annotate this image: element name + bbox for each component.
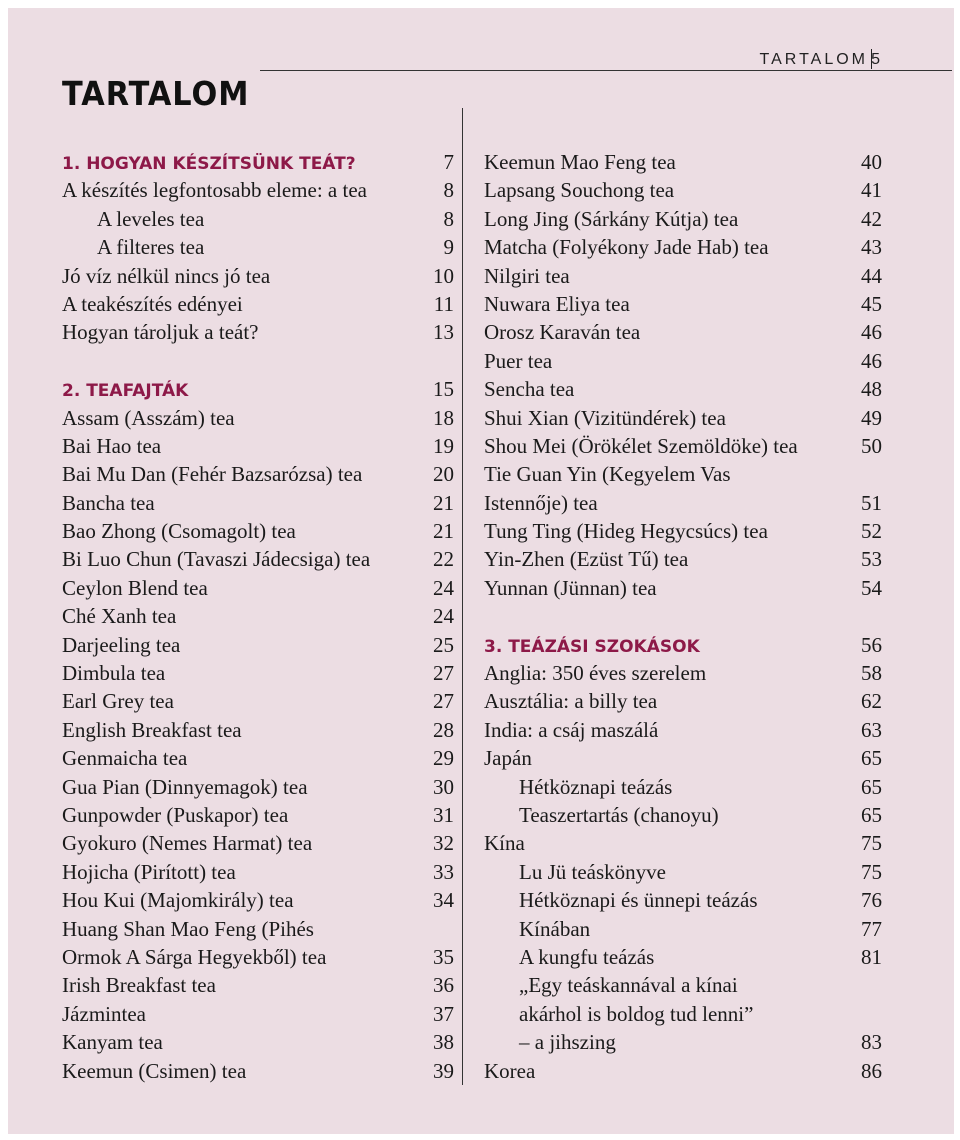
toc-entry-title: Genmaicha tea <box>62 746 188 771</box>
toc-entry <box>484 375 882 403</box>
toc-entry-title: Nuwara Eliya tea <box>484 291 630 316</box>
toc-page <box>8 8 954 1134</box>
toc-entry-title: Ché Xanh tea <box>62 604 177 629</box>
toc-entry-title: Matcha (Folyékony Jade Hab) tea <box>484 235 769 260</box>
toc-entry-title: Sencha tea <box>484 377 575 402</box>
toc-entry <box>484 971 882 999</box>
toc-entry-page: 9 <box>443 235 454 260</box>
toc-entry-title: Teaszertartás (chanoyu) <box>519 802 719 827</box>
toc-entry-page: 38 <box>433 1030 454 1055</box>
toc-entry-title: akárhol is boldog tud lenni” <box>519 1001 754 1026</box>
toc-entry-page: 24 <box>433 604 454 629</box>
toc-entry-page: 75 <box>861 859 882 884</box>
toc-entry <box>484 773 882 801</box>
toc-entry-title: Shou Mei (Örökélet Szemöldöke) tea <box>484 433 798 458</box>
toc-entry-title: Huang Shan Mao Feng (Pihés <box>62 916 314 941</box>
toc-entry <box>484 460 882 488</box>
toc-entry <box>62 943 454 971</box>
toc-entry-title: Irish Breakfast tea <box>62 973 216 998</box>
toc-entry <box>62 517 454 545</box>
toc-entry-title: Ceylon Blend tea <box>62 575 208 600</box>
toc-entry-title: 2. TEAFAJTÁK <box>62 381 189 402</box>
toc-entry-title: A kungfu teázás <box>519 944 655 969</box>
toc-entry <box>62 744 454 772</box>
toc-entry <box>62 205 454 233</box>
toc-entry <box>62 489 454 517</box>
toc-entry <box>62 602 454 630</box>
toc-entry-page: 76 <box>861 888 882 913</box>
toc-entry <box>62 886 454 914</box>
toc-section-heading <box>62 148 454 176</box>
toc-entry-page: 7 <box>443 150 454 174</box>
toc-entry-page: 65 <box>861 802 882 827</box>
toc-entry <box>62 1057 454 1085</box>
toc-entry <box>484 290 882 318</box>
toc-entry-page: 34 <box>433 888 454 913</box>
toc-entry-title: Hétköznapi teázás <box>519 774 673 799</box>
toc-entry <box>484 886 882 914</box>
toc-entry-page: 45 <box>861 291 882 316</box>
toc-entry-page: 51 <box>861 490 882 515</box>
toc-entry-title: Hogyan tároljuk a teát? <box>62 320 259 345</box>
toc-entry-title: Assam (Asszám) tea <box>62 405 235 430</box>
toc-entry-title: Kína <box>484 831 525 856</box>
toc-entry <box>484 318 882 346</box>
toc-entry-title: Bi Luo Chun (Tavaszi Jádecsiga) tea <box>62 547 371 572</box>
toc-entry-title: Ausztália: a billy tea <box>484 689 658 714</box>
toc-entry <box>484 574 882 602</box>
toc-entry <box>484 347 882 375</box>
toc-entry-page: 27 <box>433 661 454 686</box>
toc-entry-title: India: a csáj maszálá <box>484 717 659 742</box>
toc-entry <box>484 829 882 857</box>
toc-entry-title: Puer tea <box>484 348 553 373</box>
toc-entry-page: 21 <box>433 490 454 515</box>
toc-entry-title: A készítés legfontosabb eleme: a tea <box>62 178 367 203</box>
toc-entry-page: 75 <box>861 831 882 856</box>
toc-entry-title: 3. TEÁZÁSI SZOKÁSOK <box>484 636 700 657</box>
header-rule <box>260 70 952 71</box>
toc-entry-title: Bao Zhong (Csomagolt) tea <box>62 519 296 544</box>
toc-entry <box>484 489 882 517</box>
toc-entry-title: Gyokuro (Nemes Harmat) tea <box>62 831 313 856</box>
toc-entry-title: Bai Hao tea <box>62 433 162 458</box>
toc-entry <box>62 1000 454 1028</box>
toc-entry <box>62 318 454 346</box>
toc-entry-page: 48 <box>861 377 882 402</box>
running-head: TARTALOM <box>759 51 868 68</box>
toc-entry <box>484 659 882 687</box>
toc-entry-title: Darjeeling tea <box>62 632 181 657</box>
toc-entry-title: Ormok A Sárga Hegyekből) tea <box>62 944 327 969</box>
toc-entry <box>484 432 882 460</box>
toc-entry <box>62 716 454 744</box>
toc-entry <box>484 517 882 545</box>
toc-entry <box>484 1000 882 1028</box>
toc-entry <box>484 858 882 886</box>
page-title: TARTALOM <box>62 74 250 113</box>
toc-entry-page: 81 <box>861 944 882 969</box>
toc-entry-title: Korea <box>484 1058 536 1083</box>
toc-left-column <box>62 148 454 1085</box>
toc-entry-title: A leveles tea <box>97 206 205 231</box>
toc-entry-title: A teakészítés edényei <box>62 291 243 316</box>
toc-right-column <box>484 148 882 1085</box>
toc-entry-page: 52 <box>861 519 882 544</box>
toc-entry-title: Yunnan (Jünnan) tea <box>484 575 657 600</box>
toc-entry-page: 11 <box>433 291 454 316</box>
toc-entry-title: – a jihszing <box>519 1030 616 1055</box>
toc-entry-page: 39 <box>433 1058 454 1083</box>
toc-entry-page: 32 <box>433 831 454 856</box>
toc-entry-title: Kanyam tea <box>62 1030 163 1055</box>
toc-entry <box>62 971 454 999</box>
toc-entry <box>484 943 882 971</box>
toc-entry <box>62 659 454 687</box>
toc-entry-title: Japán <box>484 746 532 771</box>
toc-entry-page: 50 <box>861 433 882 458</box>
toc-entry-title: A filteres tea <box>97 235 205 260</box>
toc-entry-title: Jó víz nélkül nincs jó tea <box>62 263 271 288</box>
toc-entry-page: 30 <box>433 774 454 799</box>
toc-entry <box>62 858 454 886</box>
toc-entry <box>484 687 882 715</box>
toc-entry <box>62 687 454 715</box>
toc-entry-title: Anglia: 350 éves szerelem <box>484 661 707 686</box>
toc-entry-title: Istennője) tea <box>484 490 598 515</box>
toc-entry-page: 36 <box>433 973 454 998</box>
toc-entry-page: 46 <box>861 320 882 345</box>
toc-entry-page: 27 <box>433 689 454 714</box>
toc-entry-page: 65 <box>861 746 882 771</box>
toc-entry-page: 35 <box>433 944 454 969</box>
toc-entry-page: 62 <box>861 689 882 714</box>
toc-entry <box>62 1028 454 1056</box>
toc-entry-title: Bancha tea <box>62 490 155 515</box>
toc-entry-page: 41 <box>861 178 882 203</box>
toc-entry <box>484 176 882 204</box>
toc-entry-title: 1. HOGYAN KÉSZÍTSÜNK TEÁT? <box>62 154 356 174</box>
toc-entry-page: 13 <box>433 320 454 345</box>
toc-entry-title: Hou Kui (Majomkirály) tea <box>62 888 294 913</box>
toc-entry <box>484 233 882 261</box>
toc-entry-title: Gunpowder (Puskapor) tea <box>62 802 289 827</box>
toc-entry <box>62 915 454 943</box>
toc-entry <box>62 829 454 857</box>
toc-entry-title: „Egy teáskannával a kínai <box>519 973 738 998</box>
toc-entry <box>62 290 454 318</box>
toc-entry-title: Tung Ting (Hideg Hegycsúcs) tea <box>484 519 768 544</box>
toc-entry-page: 29 <box>433 746 454 771</box>
toc-entry <box>484 801 882 829</box>
toc-entry-page: 10 <box>433 263 454 288</box>
toc-entry <box>62 262 454 290</box>
toc-section-heading <box>484 631 882 659</box>
toc-section-heading <box>62 375 454 403</box>
toc-entry-page: 42 <box>861 206 882 231</box>
toc-entry-page: 44 <box>861 263 882 288</box>
toc-spacer <box>484 602 882 630</box>
toc-entry-title: Bai Mu Dan (Fehér Bazsarózsa) tea <box>62 462 363 487</box>
toc-entry <box>484 915 882 943</box>
toc-entry-page: 77 <box>861 916 882 941</box>
toc-entry <box>62 460 454 488</box>
toc-entry-title: Jázmintea <box>62 1001 146 1026</box>
toc-entry-title: Tie Guan Yin (Kegyelem Vas <box>484 462 731 487</box>
toc-entry-page: 18 <box>433 405 454 430</box>
toc-entry <box>484 744 882 772</box>
toc-entry <box>62 574 454 602</box>
toc-entry-title: Keemun (Csimen) tea <box>62 1058 247 1083</box>
toc-entry-page: 20 <box>433 462 454 487</box>
toc-entry-page: 53 <box>861 547 882 572</box>
toc-entry <box>62 773 454 801</box>
toc-entry-title: Long Jing (Sárkány Kútja) tea <box>484 206 739 231</box>
toc-entry <box>484 1028 882 1056</box>
column-divider <box>462 108 463 1085</box>
toc-entry-title: Earl Grey tea <box>62 689 174 714</box>
toc-entry-page: 8 <box>443 206 454 231</box>
toc-entry <box>62 404 454 432</box>
toc-entry-page: 19 <box>433 433 454 458</box>
toc-entry <box>484 545 882 573</box>
toc-entry-title: Hojicha (Pirított) tea <box>62 859 236 884</box>
toc-entry-page: 58 <box>861 661 882 686</box>
toc-entry-page: 24 <box>433 575 454 600</box>
toc-entry <box>484 148 882 176</box>
toc-entry-page: 83 <box>861 1030 882 1055</box>
toc-entry <box>484 404 882 432</box>
toc-entry <box>62 233 454 261</box>
toc-entry-page: 46 <box>861 348 882 373</box>
toc-entry <box>62 801 454 829</box>
toc-entry-page: 86 <box>861 1058 882 1083</box>
toc-entry-page: 21 <box>433 519 454 544</box>
toc-entry-page: 8 <box>443 178 454 203</box>
toc-entry-page: 33 <box>433 859 454 884</box>
toc-entry-title: Orosz Karaván tea <box>484 320 641 345</box>
toc-entry-page: 37 <box>433 1001 454 1026</box>
toc-entry-title: Dimbula tea <box>62 661 166 686</box>
toc-entry-page: 15 <box>433 377 454 402</box>
toc-entry-title: Gua Pian (Dinnyemagok) tea <box>62 774 308 799</box>
page-number: 5 <box>871 51 880 68</box>
toc-entry-title: Shui Xian (Vizitündérek) tea <box>484 405 726 430</box>
toc-entry <box>484 262 882 290</box>
toc-entry <box>62 176 454 204</box>
toc-entry-title: Hétköznapi és ünnepi teázás <box>519 888 758 913</box>
toc-entry <box>484 1057 882 1085</box>
toc-entry-page: 56 <box>861 632 882 657</box>
toc-entry-title: Kínában <box>519 916 591 941</box>
toc-entry-page: 28 <box>433 717 454 742</box>
toc-entry-page: 63 <box>861 717 882 742</box>
toc-entry <box>484 205 882 233</box>
toc-entry-page: 65 <box>861 774 882 799</box>
toc-entry-title: Lu Jü teáskönyve <box>519 859 666 884</box>
toc-entry-page: 43 <box>861 235 882 260</box>
toc-entry-page: 54 <box>861 575 882 600</box>
toc-entry <box>484 716 882 744</box>
toc-entry-title: Yin-Zhen (Ezüst Tű) tea <box>484 547 689 572</box>
toc-entry-page: 22 <box>433 547 454 572</box>
toc-entry-title: Keemun Mao Feng tea <box>484 150 676 174</box>
toc-entry-title: English Breakfast tea <box>62 717 242 742</box>
toc-entry-page: 25 <box>433 632 454 657</box>
toc-entry <box>62 545 454 573</box>
toc-entry <box>62 631 454 659</box>
toc-entry-page: 40 <box>861 150 882 174</box>
toc-spacer <box>62 347 454 375</box>
toc-entry-title: Nilgiri tea <box>484 263 570 288</box>
toc-entry <box>62 432 454 460</box>
toc-entry-page: 49 <box>861 405 882 430</box>
toc-entry-page: 31 <box>433 802 454 827</box>
toc-entry-title: Lapsang Souchong tea <box>484 178 675 203</box>
